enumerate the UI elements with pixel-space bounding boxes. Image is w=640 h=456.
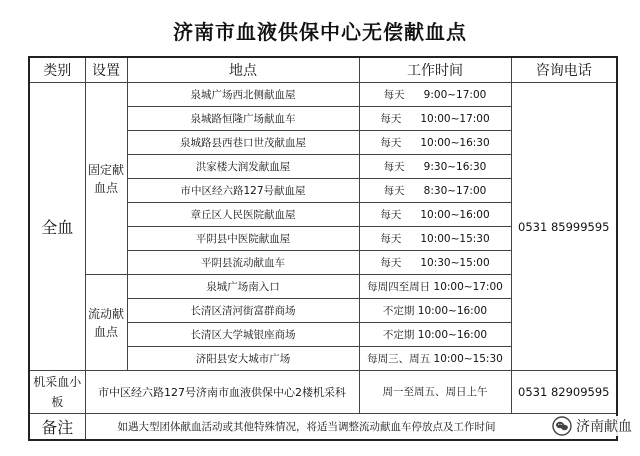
header-location: 地点	[127, 57, 359, 83]
header-setting: 设置	[85, 57, 127, 83]
table-header-row	[29, 57, 617, 83]
location-cell: 济阳县安大城市广场	[127, 347, 359, 371]
blood-donation-table	[28, 56, 618, 441]
hours-cell: 不定期 10:00~16:00	[359, 299, 511, 323]
header-hours: 工作时间	[359, 57, 511, 83]
location-cell: 平阴县中医院献血屋	[127, 227, 359, 251]
note-text: 如遇大型团体献血活动或其他特殊情况，将适当调整流动献血车停放点及工作时间	[85, 413, 617, 440]
hours-cell: 每天 10:00~15:30	[359, 227, 511, 251]
location-cell: 长清区大学城银座商场	[127, 323, 359, 347]
location-cell: 泉城路恒隆广场献血车	[127, 107, 359, 131]
hours-cell: 每天 10:30~15:00	[359, 251, 511, 275]
phone-whole-blood: 0531 85999595	[511, 83, 617, 371]
category-note: 备注	[29, 413, 85, 440]
location-cell: 泉城路县西巷口世茂献血屋	[127, 131, 359, 155]
setting-fixed: 固定献血点	[85, 83, 127, 275]
location-cell: 章丘区人民医院献血屋	[127, 203, 359, 227]
location-cell: 洪家楼大润发献血屋	[127, 155, 359, 179]
location-cell: 平阴县流动献血车	[127, 251, 359, 275]
hours-cell: 每天 9:00~17:00	[359, 83, 511, 107]
header-category: 类别	[29, 57, 85, 83]
hours-cell: 每天 8:30~17:00	[359, 179, 511, 203]
location-cell: 长清区清河街富群商场	[127, 299, 359, 323]
setting-mobile: 流动献血点	[85, 275, 127, 371]
watermark-text: 济南献血	[576, 419, 632, 435]
location-platelets: 市中区经六路127号济南市血液供保中心2楼机采科	[85, 371, 359, 414]
page-title: 济南市血液供保中心无偿献血点	[173, 20, 467, 44]
category-platelets: 机采血小板	[29, 371, 85, 414]
location-cell: 泉城广场南入口	[127, 275, 359, 299]
hours-cell: 每天 10:00~17:00	[359, 107, 511, 131]
hours-cell: 每周三、周五 10:00~15:30	[359, 347, 511, 371]
watermark	[550, 416, 636, 436]
location-cell: 泉城广场西北侧献血屋	[127, 83, 359, 107]
hours-cell: 每天 10:00~16:00	[359, 203, 511, 227]
hours-cell: 不定期 10:00~16:00	[359, 323, 511, 347]
table-row	[29, 83, 617, 107]
location-cell: 市中区经六路127号献血屋	[127, 179, 359, 203]
wechat-logo-icon	[552, 416, 572, 436]
hours-cell: 每天 10:00~16:30	[359, 131, 511, 155]
hours-cell: 每周四至周日 10:00~17:00	[359, 275, 511, 299]
header-phone: 咨询电话	[511, 57, 617, 83]
hours-cell: 每天 9:30~16:30	[359, 155, 511, 179]
hours-platelets: 周一至周五、周日上午	[359, 371, 511, 414]
table-row-note	[29, 413, 617, 440]
table-row-machine	[29, 371, 617, 414]
category-whole-blood: 全血	[29, 83, 85, 371]
phone-platelets: 0531 82909595	[511, 371, 617, 414]
